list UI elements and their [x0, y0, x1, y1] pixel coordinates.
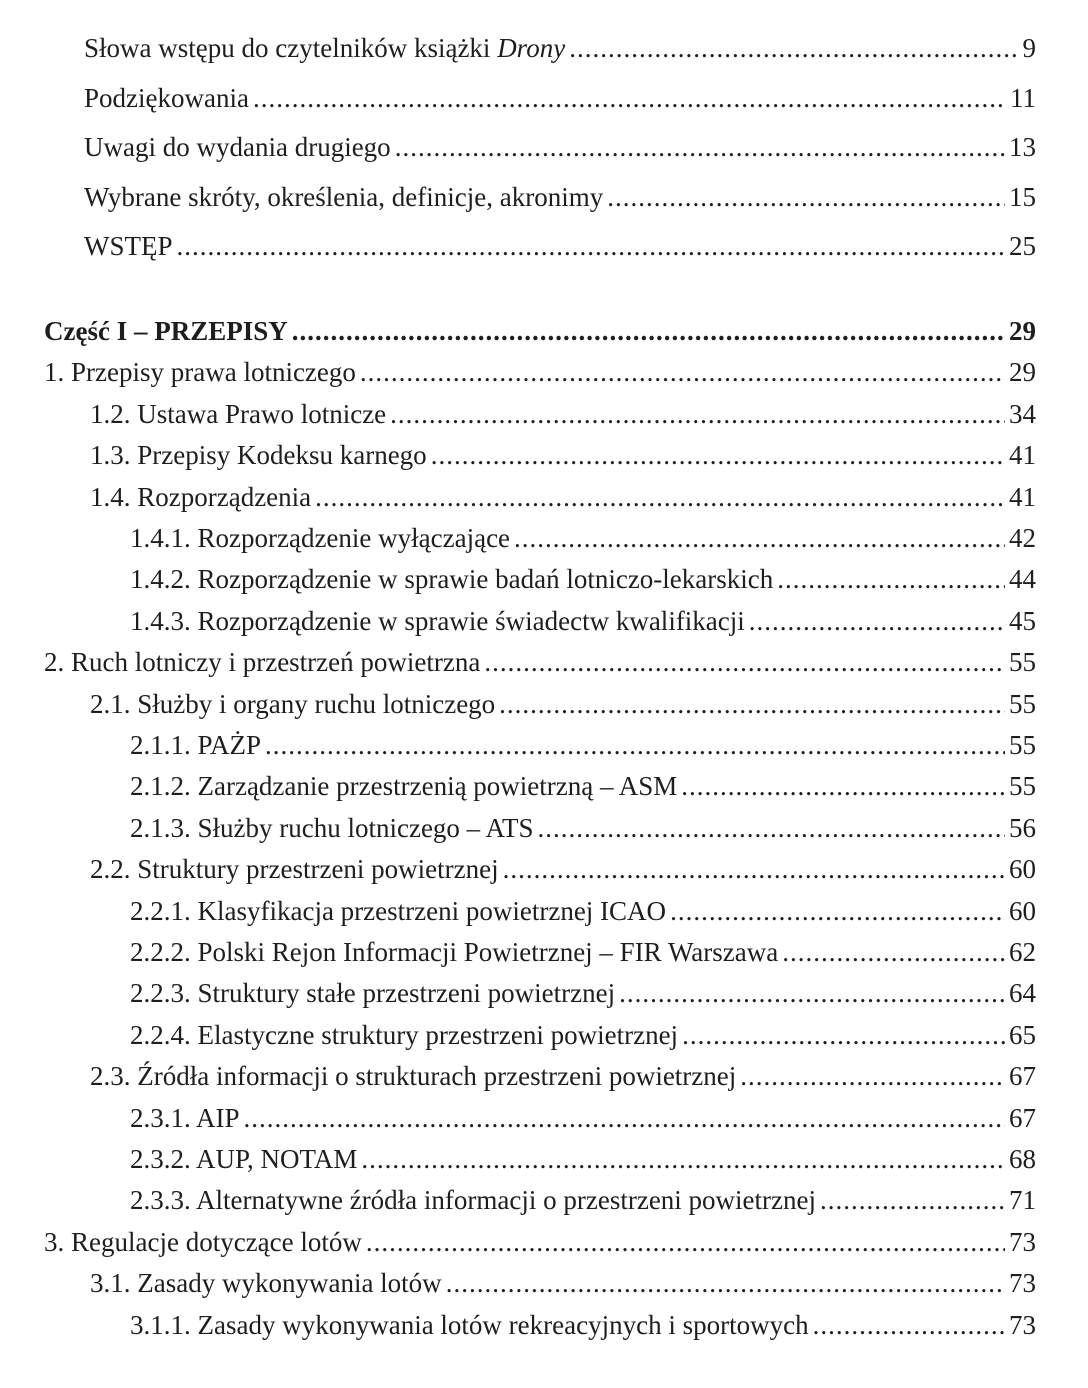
toc-entry-title	[90, 852, 499, 886]
toc-entry-title-text: 2.2.2. Polski Rejon Informacji Powietrznej – FIR Warszawa	[130, 937, 779, 967]
toc-entry	[84, 130, 1036, 164]
toc-entry-page-number: 55	[1009, 688, 1036, 719]
toc-entry-title	[130, 935, 778, 969]
toc-entry-title	[44, 355, 356, 389]
toc-entry-title	[44, 1225, 362, 1259]
toc-entry	[84, 31, 1036, 65]
toc-leader-dots	[682, 1018, 1005, 1052]
toc-entry-page-number: 68	[1009, 1144, 1036, 1174]
toc-entry-page-number: 60	[1009, 854, 1036, 885]
toc-entry-title	[84, 81, 249, 115]
toc-entry-page-number: 41	[1009, 481, 1036, 512]
toc-entry-title	[130, 604, 745, 638]
toc-entry-title-text: 2.1.2. Zarządzanie przestrzenią powietrzną – ASM	[130, 771, 678, 802]
toc-entry	[90, 687, 1036, 721]
toc-entry-title	[84, 130, 391, 164]
toc-leader-dots	[431, 438, 1005, 472]
toc-entry-page-number: 55	[1009, 730, 1036, 760]
toc-entry-title	[44, 645, 480, 679]
toc-entry-title	[84, 180, 603, 214]
toc-entry	[130, 1018, 1036, 1052]
toc-entry	[130, 1308, 1036, 1342]
toc-entry	[44, 314, 1036, 348]
toc-entry	[130, 976, 1036, 1010]
toc-entry-title-text: 2.3.2. AUP, NOTAM	[130, 1144, 358, 1174]
toc-entry	[130, 562, 1036, 596]
toc-entry-page-number: 41	[1009, 440, 1036, 471]
toc-entry-page-number: 64	[1009, 978, 1036, 1009]
toc-entry-page-number: 73	[1009, 1268, 1036, 1299]
toc-entry-page-number: 15	[1009, 181, 1036, 212]
toc-leader-dots	[537, 811, 1005, 845]
toc-entry-title-text: 2.2. Struktury przestrzeni powietrznej	[90, 854, 499, 885]
toc-entry-title	[84, 229, 173, 263]
toc-entry-title	[130, 521, 510, 555]
toc-entry-title-text: 2.1. Służby i organy ruchu lotniczego	[90, 688, 496, 719]
toc-entry	[130, 769, 1036, 803]
toc-entry	[90, 438, 1036, 472]
toc-entry-page-number: 11	[1010, 82, 1036, 113]
toc-entry-page-number: 45	[1009, 605, 1036, 636]
toc-entry-title	[130, 894, 666, 928]
toc-entry	[130, 1101, 1036, 1135]
toc-leader-dots	[820, 1183, 1005, 1217]
toc-entry-title	[130, 769, 677, 803]
toc-entry	[44, 645, 1036, 679]
toc-leader-dots	[670, 894, 1005, 928]
toc-entry-title-text: 1.4.2. Rozporządzenie w sprawie badań lotniczo-lekarskich	[130, 564, 774, 595]
toc-entry-page-number: 60	[1009, 895, 1036, 926]
toc-entry	[130, 811, 1036, 845]
toc-entry-page-number: 13	[1009, 132, 1036, 162]
toc-entry-page-number: 44	[1009, 564, 1036, 595]
toc-entry-title-text: 2.2.3. Struktury stałe przestrzeni powietrznej	[130, 978, 616, 1009]
toc-entry-title-text: Podziękowania	[84, 82, 249, 113]
toc-entry	[90, 480, 1036, 514]
toc-entry	[130, 728, 1036, 762]
toc-entry-page-number: 65	[1009, 1019, 1036, 1050]
toc-entry-title-text: 3.1. Zasady wykonywania lotów	[90, 1268, 442, 1299]
toc-entry-title	[84, 31, 565, 65]
toc-entry-title	[130, 1308, 809, 1342]
toc-entry-title-text: 1.2. Ustawa Prawo lotnicze	[90, 398, 387, 429]
toc-entry-title-text: 2.1.1. PAŻP	[130, 730, 262, 760]
toc-leader-dots	[503, 852, 1005, 886]
toc-leader-dots	[782, 935, 1005, 969]
toc-entry	[90, 397, 1036, 431]
toc-leader-dots	[292, 314, 1005, 348]
toc-leader-dots	[177, 229, 1005, 263]
toc-leader-dots	[315, 480, 1005, 514]
toc-leader-dots	[514, 521, 1005, 555]
toc-entry-title	[44, 314, 288, 348]
toc-leader-dots	[499, 687, 1005, 721]
toc-entry	[90, 852, 1036, 886]
toc-leader-dots	[361, 1142, 1005, 1176]
toc-entry-title-text: 3.1.1. Zasady wykonywania lotów rekreacyjnych i sportowych	[130, 1309, 809, 1340]
toc-leader-dots	[607, 180, 1005, 214]
toc-entry-title-text: WSTĘP	[84, 231, 173, 261]
toc-leader-dots	[360, 355, 1005, 389]
toc-entry-title	[130, 728, 261, 762]
toc-entry-title-text: 1.4.3. Rozporządzenie w sprawie świadectw kwalifikacji	[130, 605, 745, 636]
toc-entry	[130, 894, 1036, 928]
toc-entry-title	[90, 1059, 736, 1093]
toc-entry-title-text: 2.3. Źródła informacji o strukturach przestrzeni powietrznej	[90, 1061, 737, 1092]
toc-entry-title	[130, 1183, 816, 1217]
toc-leader-dots	[740, 1059, 1005, 1093]
toc-leader-dots	[484, 645, 1005, 679]
toc-entry-title-text: Uwagi do wydania drugiego	[84, 132, 391, 162]
toc-entry	[84, 81, 1036, 115]
toc-entry-title	[130, 1101, 240, 1135]
toc-entry	[130, 604, 1036, 638]
toc-entry-title	[130, 811, 533, 845]
toc-entry-title	[130, 1018, 678, 1052]
toc-entry-page-number: 29	[1009, 316, 1036, 346]
toc-entry-title-text: 2.2.4. Elastyczne struktury przestrzeni powietrznej	[130, 1019, 679, 1050]
toc-leader-dots	[253, 81, 1006, 115]
toc-entry-title-text: Słowa wstępu do czytelników książki	[84, 33, 498, 63]
toc-leader-dots	[569, 31, 1018, 65]
toc-entry-title	[130, 976, 615, 1010]
toc-entry-title-text: 1.4.1. Rozporządzenie wyłączające	[130, 523, 511, 553]
toc-entry-page-number: 25	[1009, 231, 1036, 261]
toc-leader-dots	[366, 1225, 1005, 1259]
toc-entry-title	[130, 562, 773, 596]
toc-entry-page-number: 67	[1009, 1061, 1036, 1092]
toc-entry-title-text: 2.1.3. Służby ruchu lotniczego – ATS	[130, 812, 534, 843]
toc-entry-title-text: 2.3.3. Alternatywne źródła informacji o przestrzeni powietrznej	[130, 1185, 816, 1216]
toc-entry-page-number: 34	[1009, 398, 1036, 429]
toc-leader-dots	[395, 130, 1005, 164]
toc-entry-title	[90, 480, 311, 514]
toc-leader-dots	[265, 728, 1005, 762]
toc-entry	[44, 1225, 1036, 1259]
toc-entry-title-text: Wybrane skróty, określenia, definicje, akronimy	[84, 181, 604, 212]
toc-entry-title-text: 3. Regulacje dotyczące lotów	[44, 1226, 362, 1257]
toc-leader-dots	[681, 769, 1005, 803]
toc-entry-page-number: 62	[1009, 937, 1036, 967]
toc-entry-title-text: 1.3. Przepisy Kodeksu karnego	[90, 440, 427, 471]
toc-entry	[90, 1266, 1036, 1300]
toc-entry-page-number: 73	[1009, 1226, 1036, 1257]
toc-leader-dots	[813, 1308, 1005, 1342]
toc-entry-title-text: 1. Przepisy prawa lotniczego	[44, 357, 356, 388]
toc-entry-page-number: 55	[1009, 771, 1036, 802]
toc-leader-dots	[244, 1101, 1005, 1135]
toc-leader-dots	[749, 604, 1005, 638]
toc-entry	[90, 1059, 1036, 1093]
toc-entry	[130, 1142, 1036, 1176]
toc-entry-page-number: 67	[1009, 1102, 1036, 1133]
toc-entry	[130, 521, 1036, 555]
toc-entry	[44, 355, 1036, 389]
toc-entry-title-emphasis: Drony	[497, 33, 566, 63]
toc-entry-page-number: 42	[1009, 523, 1036, 553]
toc-entry-title-text: 1.4. Rozporządzenia	[90, 481, 312, 512]
toc-entry-title-text: 2. Ruch lotniczy i przestrzeń powietrzna	[44, 647, 481, 678]
toc-leader-dots	[446, 1266, 1005, 1300]
toc-entry-page-number: 73	[1009, 1309, 1036, 1340]
toc-entry-page-number: 56	[1009, 812, 1036, 843]
toc-entry-title	[90, 438, 427, 472]
toc-entry	[84, 180, 1036, 214]
toc-entry	[130, 935, 1036, 969]
toc-entry-title-text: Część I – PRZEPISY	[44, 316, 288, 346]
toc-entry-title-text: 2.2.1. Klasyfikacja przestrzeni powietrznej ICAO	[130, 895, 667, 926]
toc-entry	[84, 229, 1036, 263]
toc-entry-title-text: 2.3.1. AIP	[130, 1102, 240, 1133]
toc-entry-title	[130, 1142, 357, 1176]
toc-entry-title	[90, 1266, 442, 1300]
toc-entry-page-number: 9	[1022, 33, 1036, 63]
toc-entry-title	[90, 397, 386, 431]
toc-entry-page-number: 71	[1009, 1185, 1036, 1216]
toc-entry-page-number: 29	[1009, 357, 1036, 388]
toc-leader-dots	[619, 976, 1005, 1010]
toc-entry	[130, 1183, 1036, 1217]
toc-leader-dots	[777, 562, 1005, 596]
toc-entry-page-number: 55	[1009, 647, 1036, 678]
toc-leader-dots	[390, 397, 1005, 431]
toc-entry-title	[90, 687, 495, 721]
